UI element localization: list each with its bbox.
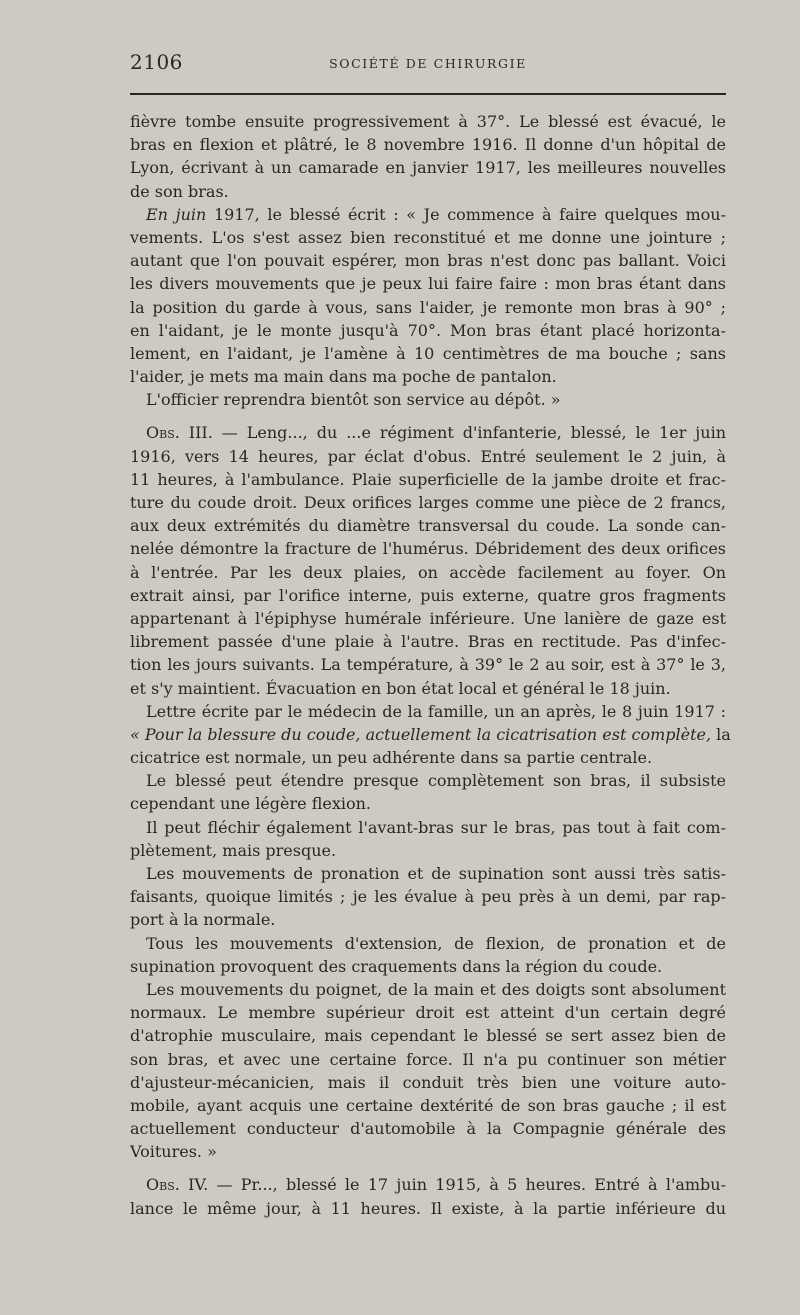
paragraph-gap (130, 1163, 726, 1173)
text-line: L'officier reprendra bientôt son service au dépôt. » (146, 390, 561, 410)
paragraph (130, 816, 726, 862)
text-line: 1916, vers 14 heures, par éclat d'obus. Entré seulement le 2 juin, à (130, 446, 726, 466)
observation-label: Obs. III. (146, 423, 213, 443)
text-line: aux deux extrémités du diamètre transversal du coude. La sonde can- (130, 516, 726, 536)
text-line (130, 1173, 726, 1196)
text-line: librement passée d'une plaie à l'autre. Bras en rectitude. Pas d'infec- (130, 632, 726, 652)
paragraph (130, 110, 726, 203)
text-line: son bras, et avec une certaine force. Il n'a pu continuer son métier (130, 1049, 726, 1069)
text-line: actuellement conducteur d'automobile à la Compagnie générale des (130, 1119, 726, 1139)
paragraph (130, 1173, 726, 1219)
text-line: bras en flexion et plâtré, le 8 novembre 1916. Il donne d'un hôpital de (130, 135, 726, 155)
text-line (130, 203, 726, 226)
text-line: d'ajusteur-mécanicien, mais il conduit très bien une voiture auto- (130, 1072, 726, 1092)
paragraph-gap (130, 411, 726, 421)
paragraph (130, 203, 726, 389)
text-fragment: — Leng..., du ...e régiment d'infanterie, blessé, le 1er juin (212, 423, 726, 443)
text-line: 11 heures, à l'ambulance. Plaie superficielle de la jambe droite et frac- (130, 469, 726, 489)
text-line: en l'aidant, je le monte jusqu'à 70°. Mon bras étant placé horizonta- (130, 320, 726, 340)
paragraph (130, 978, 726, 1164)
text-line: lance le même jour, à 11 heures. Il existe, à la partie inférieure du (130, 1198, 726, 1218)
text-line: Lyon, écrivant à un camarade en janvier 1917, les meilleures nouvelles (130, 158, 726, 178)
text-line: appartenant à l'épiphyse humérale inférieure. Une lanière de gaze est (130, 608, 726, 628)
text-line: et s'y maintient. Évacuation en bon état local et général le 18 juin. (130, 678, 671, 698)
text-line: mobile, ayant acquis une certaine dextérité de son bras gauche ; il est (130, 1095, 726, 1115)
text-line: cependant une légère flexion. (130, 794, 372, 814)
text-line: port à la normale. (130, 910, 276, 930)
text-line: normaux. Le membre supérieur droit est atteint d'un certain degré (130, 1003, 726, 1023)
text-line: tion les jours suivants. La température, à 39° le 2 au soir, est à 37° le 3, (130, 655, 726, 675)
observation-label: Obs. IV. (146, 1175, 209, 1195)
text-line: autant que l'on pouvait espérer, mon bras n'est donc pas ballant. Voici (130, 251, 726, 271)
page-number: 2106 (130, 50, 183, 74)
text-line: la position du garde à vous, sans l'aider, je remonte mon bras à 90° ; (130, 297, 726, 317)
text-line: Tous les mouvements d'extension, de flexion, de pronation et de (146, 933, 726, 953)
text-line: Les mouvements de pronation et de supination sont aussi très satis- (146, 864, 726, 883)
text-line: l'aider, je mets ma main dans ma poche de pantalon. (130, 367, 557, 387)
paragraph (130, 388, 726, 411)
italic-quote: « Pour la blessure du coude, actuellement la cicatrisation est complète, (130, 724, 712, 744)
header-rule (130, 93, 726, 95)
text-fragment: — Pr..., blessé le 17 juin 1915, à 5 heures. Entré à l'ambu- (208, 1175, 726, 1195)
paragraph (130, 769, 726, 815)
text-line (130, 723, 731, 746)
paragraph (130, 932, 726, 978)
text-fragment: 1917, le blessé écrit : « Je commence à faire quelques mou- (206, 204, 726, 224)
text-line: Il peut fléchir également l'avant-bras sur le bras, pas tout à fait com- (146, 817, 726, 837)
body-text (130, 110, 731, 1220)
italic-lead: En juin (146, 204, 207, 224)
text-line: Voitures. » (130, 1142, 217, 1162)
paragraph (130, 862, 726, 932)
text-line: nelée démontre la fracture de l'humérus. Débridement des deux orifices (130, 539, 726, 559)
text-line: vements. L'os s'est assez bien reconstitué et me donne une jointure ; (130, 227, 726, 247)
text-fragment: la (711, 724, 731, 744)
text-line: Le blessé peut étendre presque complètement son bras, il subsiste (146, 771, 726, 791)
paragraph (130, 700, 731, 770)
text-line: ture du coude droit. Deux orifices larges comme une pièce de 2 francs, (130, 493, 726, 512)
text-line: plètement, mais presque. (130, 840, 337, 860)
text-line: les divers mouvements que je peux lui faire faire : mon bras étant dans (130, 274, 726, 294)
text-line: Lettre écrite par le médecin de la famille, un an après, le 8 juin 1917 : (146, 701, 726, 721)
text-line: d'atrophie musculaire, mais cependant le blessé se sert assez bien de (130, 1026, 726, 1046)
running-title: SOCIÉTÉ DE CHIRURGIE (329, 56, 527, 71)
text-line: extrait ainsi, par l'orifice interne, puis externe, quatre gros fragments (130, 585, 726, 605)
text-line: lement, en l'aidant, je l'amène à 10 centimètres de ma bouche ; sans (130, 343, 726, 363)
text-line: Les mouvements du poignet, de la main et des doigts sont absolument (146, 979, 726, 999)
text-line: fièvre tombe ensuite progressivement à 37°. Le blessé est évacué, le (130, 112, 726, 131)
page-header (130, 50, 726, 84)
text-line: à l'entrée. Par les deux plaies, on accède facilement au foyer. On (130, 562, 726, 582)
text-line: faisants, quoique limités ; je les évalue à peu près à un demi, par rap- (130, 887, 726, 907)
text-line: supination provoquent des craquements dans la région du coude. (130, 956, 663, 976)
text-line: de son bras. (130, 181, 229, 201)
paragraph (130, 421, 726, 699)
text-line (130, 421, 726, 444)
text-line: cicatrice est normale, un peu adhérente dans sa partie centrale. (130, 748, 653, 768)
